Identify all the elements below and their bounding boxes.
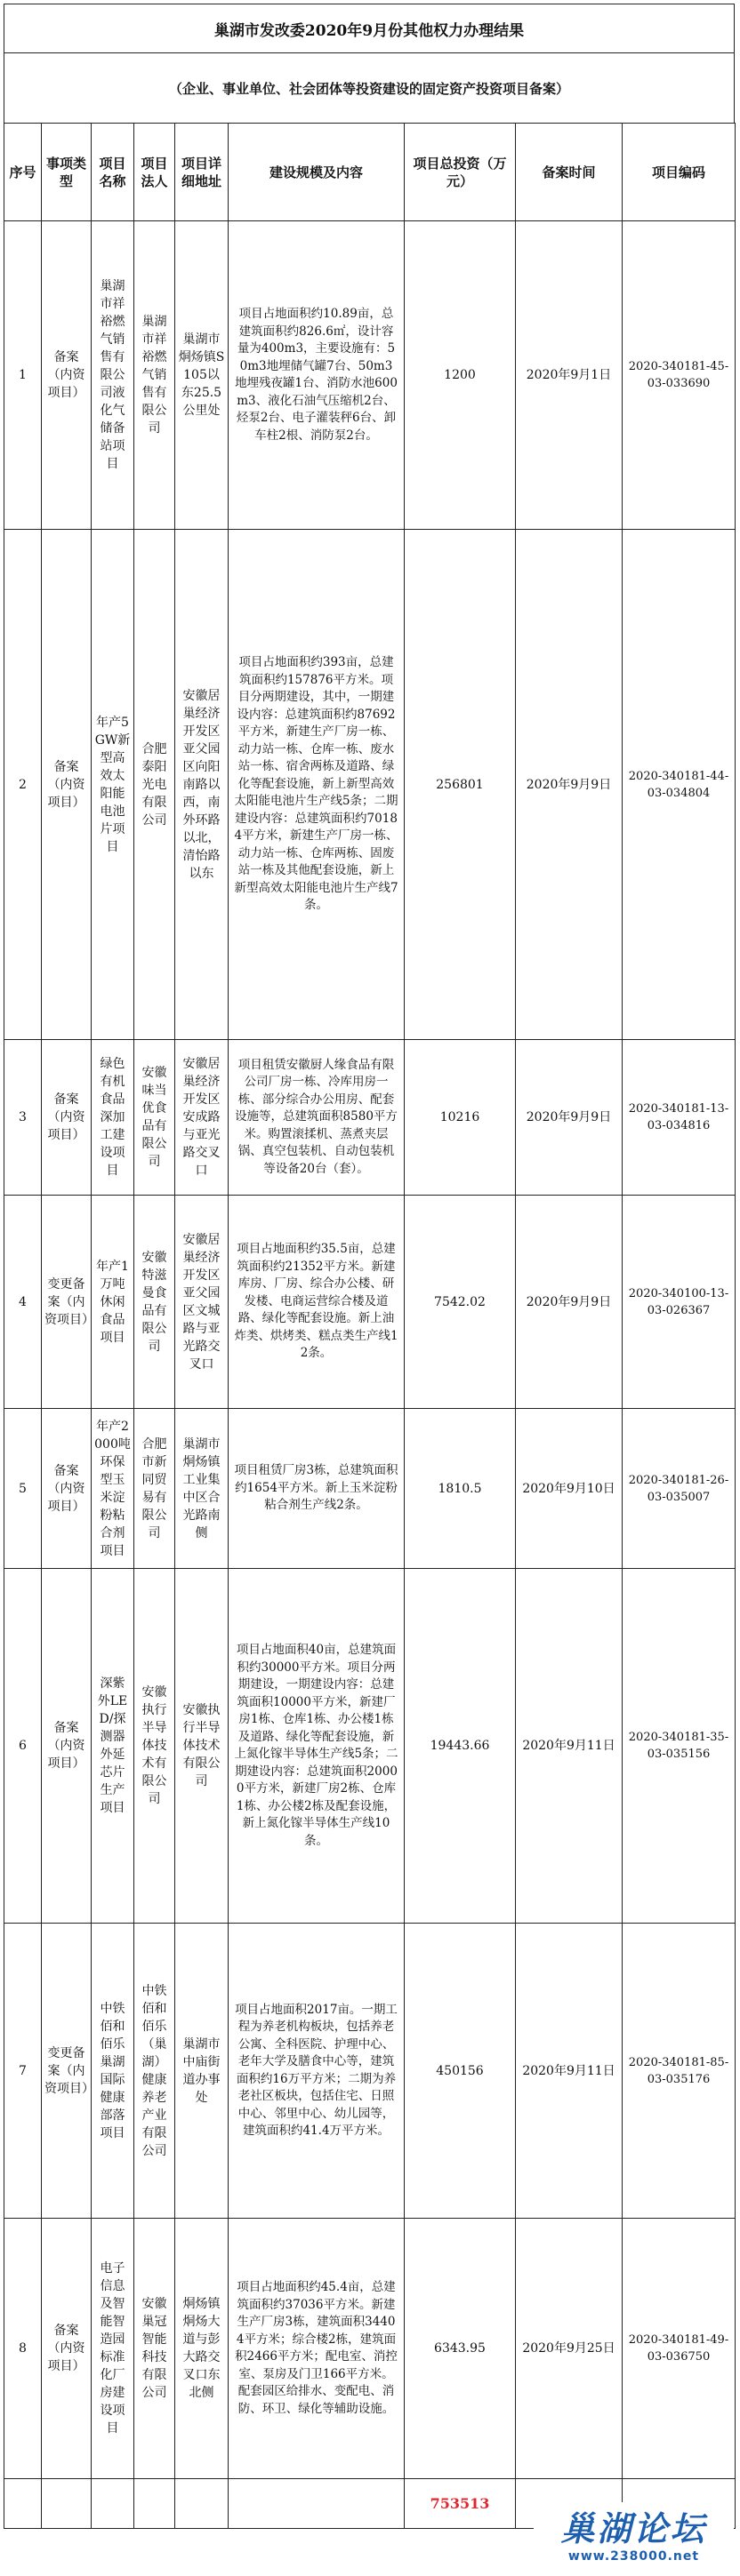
cell-name: 中铁佰和佰乐巢湖国际健康部落项目 — [92, 1924, 134, 2219]
cell-code: 2020-340181-13-03-034816 — [623, 1040, 736, 1196]
table-body — [4, 221, 736, 2479]
cell-seq: 6 — [4, 1569, 42, 1924]
cell-scale: 项目占地面积约393亩，总建筑面积约157876平方米。项目分两期建设，其中，一期建设内容：总建筑面积约87692平方米，新建生产厂房一栋、动力站一栋、仓库一栋、废水站一栋、宿舍两栋及道路、绿化等配套设施，新上新型高效太阳能电池片生产线5条；二期建设内容：总建筑面积约70184平方米，新建生产厂房一栋、动力站一栋、仓库两栋、固废站一栋及其他配套设施，新上新型高效太阳能电池片生产线7条。 — [229, 530, 405, 1040]
watermark-brand: 巢湖论坛 — [560, 2509, 707, 2548]
header-scale: 建设规模及内容 — [229, 124, 405, 221]
total-cell-type — [42, 2479, 92, 2529]
watermark-url: www.238000.net — [567, 2549, 700, 2564]
document-subtitle: （企业、事业单位、社会团体等投资建设的固定资产投资项目备案） — [4, 52, 735, 123]
site-watermark-logo — [534, 2502, 734, 2572]
cell-seq: 2 — [4, 530, 42, 1040]
cell-legal: 合肥泰阳光电有限公司 — [134, 530, 175, 1040]
cell-seq: 5 — [4, 1409, 42, 1569]
cell-investment: 450156 — [405, 1924, 516, 2219]
cell-legal: 安徽特滋曼食品有限公司 — [134, 1196, 175, 1409]
results-document — [4, 4, 735, 2529]
cell-date: 2020年9月10日 — [516, 1409, 623, 1569]
cell-date: 2020年9月9日 — [516, 530, 623, 1040]
cell-code: 2020-340181-35-03-035156 — [623, 1569, 736, 1924]
cell-legal: 安徽味当优食品有限公司 — [134, 1040, 175, 1196]
document-title: 巢湖市发改委2020年9月份其他权力办理结果 — [4, 4, 735, 52]
table-row — [4, 1409, 736, 1569]
cell-code: 2020-340181-85-03-035176 — [623, 1924, 736, 2219]
cell-investment: 256801 — [405, 530, 516, 1040]
total-cell-scale — [229, 2479, 405, 2529]
cell-name: 年产5GW新型高效太阳能电池片项目 — [92, 530, 134, 1040]
cell-code: 2020-340181-44-03-034804 — [623, 530, 736, 1040]
cell-type: 变更备案（内资项目） — [42, 1196, 92, 1409]
table-row — [4, 1196, 736, 1409]
cell-investment: 7542.02 — [405, 1196, 516, 1409]
cell-scale: 项目占地面积约35.5亩，总建筑面积约21352平方米。新建库房、厂房、综合办公楼、研发楼、电商运营综合楼及道路、绿化等配套设施。新上油炸类、烘烤类、糕点类生产线12条。 — [229, 1196, 405, 1409]
cell-address: 安徽居巢经济开发区亚父园区向阳南路以西，南外环路以北，清怡路以东 — [175, 530, 229, 1040]
cell-address: 烔炀镇烔炀大道与彭大路交叉口东北侧 — [175, 2219, 229, 2479]
total-cell-legal — [134, 2479, 175, 2529]
header-type: 事项类型 — [42, 124, 92, 221]
cell-type: 备案（内资项目） — [42, 2219, 92, 2479]
cell-code: 2020-340181-26-03-035007 — [623, 1409, 736, 1569]
cell-legal: 安徽执行半导体技术有限公司 — [134, 1569, 175, 1924]
cell-address: 巢湖市烔炀镇S105以东25.5公里处 — [175, 221, 229, 530]
cell-name: 深紫外LED/探测器外延芯片生产项目 — [92, 1569, 134, 1924]
cell-investment: 1200 — [405, 221, 516, 530]
cell-name: 年产1万吨休闲食品项目 — [92, 1196, 134, 1409]
cell-scale: 项目占地面积约45.4亩，总建筑面积约37036平方米。新建生产厂房3栋，建筑面积34404平方米；综合楼2栋，建筑面积2466平方米；配电室、消控室、泵房及门卫166平方米。配套园区给排水、变配电、消防、环卫、绿化等辅助设施。 — [229, 2219, 405, 2479]
cell-seq: 7 — [4, 1924, 42, 2219]
cell-code: 2020-340181-49-03-036750 — [623, 2219, 736, 2479]
cell-date: 2020年9月11日 — [516, 1569, 623, 1924]
header-legal: 项目法人 — [134, 124, 175, 221]
header-code: 项目编码 — [623, 124, 736, 221]
projects-table — [4, 123, 736, 2529]
table-row — [4, 1040, 736, 1196]
cell-address: 安徽执行半导体技术有限公司 — [175, 1569, 229, 1924]
table-row — [4, 1569, 736, 1924]
cell-type: 备案（内资项目） — [42, 1569, 92, 1924]
cell-address: 安徽居巢经济开发区亚父园区文城路与亚光路交叉口 — [175, 1196, 229, 1409]
cell-address: 安徽居巢经济开发区安成路与亚光路交叉口 — [175, 1040, 229, 1196]
cell-seq: 8 — [4, 2219, 42, 2479]
total-cell-name — [92, 2479, 134, 2529]
cell-date: 2020年9月9日 — [516, 1040, 623, 1196]
cell-seq: 4 — [4, 1196, 42, 1409]
cell-name: 电子信息及智能智造园标准化厂房建设项目 — [92, 2219, 134, 2479]
cell-seq: 1 — [4, 221, 42, 530]
cell-date: 2020年9月25日 — [516, 2219, 623, 2479]
cell-type: 变更备案（内资项目） — [42, 1924, 92, 2219]
cell-name: 巢湖市祥裕燃气销售有限公司液化气储备站项目 — [92, 221, 134, 530]
cell-scale: 项目占地面积2017亩。一期工程为养老机构板块，包括养老公寓、全科医院、护理中心、老年大学及膳食中心等，建筑面积约16万平方米；二期为养老社区板块，包括住宅、日照中心、邻里中心、幼儿园等，建筑面积约41.4万平方米。 — [229, 1924, 405, 2219]
cell-address: 巢湖市烔炀镇工业集中区合光路南侧 — [175, 1409, 229, 1569]
cell-investment: 6343.95 — [405, 2219, 516, 2479]
cell-legal: 巢湖市祥裕燃气销售有限公司 — [134, 221, 175, 530]
table-header-row — [4, 124, 736, 221]
total-cell-address — [175, 2479, 229, 2529]
total-cell-seq — [4, 2479, 42, 2529]
cell-type: 备案（内资项目） — [42, 1040, 92, 1196]
table-row — [4, 2219, 736, 2479]
cell-seq: 3 — [4, 1040, 42, 1196]
table-row — [4, 221, 736, 530]
cell-legal: 安徽巢冠智能科技有限公司 — [134, 2219, 175, 2479]
total-investment: 753513 — [405, 2479, 516, 2529]
header-seq: 序号 — [4, 124, 42, 221]
cell-investment: 19443.66 — [405, 1569, 516, 1924]
header-name: 项目名称 — [92, 124, 134, 221]
cell-name: 绿色有机食品深加工建设项目 — [92, 1040, 134, 1196]
header-date: 备案时间 — [516, 124, 623, 221]
cell-type: 备案（内资项目） — [42, 530, 92, 1040]
table-row — [4, 530, 736, 1040]
cell-legal: 合肥市新同贸易有限公司 — [134, 1409, 175, 1569]
cell-scale: 项目占地面积约10.89亩，总建筑面积约826.6㎡，设计容量为400m3，主要设施有：50m3地埋储气罐7台、50m3地埋残夜罐1台、消防水池600m3、液化石油气压缩机2台、烃泵2台、电子灌装秤6台、卸车柱2根、消防泵2台。 — [229, 221, 405, 530]
cell-date: 2020年9月1日 — [516, 221, 623, 530]
cell-date: 2020年9月9日 — [516, 1196, 623, 1409]
table-row — [4, 1924, 736, 2219]
cell-type: 备案（内资项目） — [42, 221, 92, 530]
cell-date: 2020年9月11日 — [516, 1924, 623, 2219]
cell-investment: 1810.5 — [405, 1409, 516, 1569]
cell-type: 备案（内资项目） — [42, 1409, 92, 1569]
cell-scale: 项目租赁厂房3栋，总建筑面积约1654平方米。新上玉米淀粉粘合剂生产线2条。 — [229, 1409, 405, 1569]
cell-code: 2020-340181-45-03-033690 — [623, 221, 736, 530]
cell-name: 年产2000吨环保型玉米淀粉粘合剂项目 — [92, 1409, 134, 1569]
cell-address: 巢湖市中庙街道办事处 — [175, 1924, 229, 2219]
header-address: 项目详细地址 — [175, 124, 229, 221]
header-investment: 项目总投资（万元） — [405, 124, 516, 221]
cell-code: 2020-340100-13-03-026367 — [623, 1196, 736, 1409]
cell-scale: 项目租赁安徽厨人缘食品有限公司厂房一栋、冷库用房一栋、部分综合办公用房、配套设施等，总建筑面积8580平方米。购置滚揉机、蒸煮夹层锅、真空包装机、自动包装机等设备20台（套）。 — [229, 1040, 405, 1196]
cell-legal: 中铁佰和佰乐（巢湖）健康养老产业有限公司 — [134, 1924, 175, 2219]
cell-scale: 项目占地面积40亩，总建筑面积约30000平方米。项目分两期建设，一期建设内容：总建筑面积10000平方米，新建厂房1栋、仓库1栋、办公楼1栋及道路、绿化等配套设施，新上氮化镓半导体生产线5条；二期建设内容：总建筑面积20000平方米，新建厂房2栋、仓库1栋、办公楼2栋及配套设施，新上氮化镓半导体生产线10条。 — [229, 1569, 405, 1924]
cell-investment: 10216 — [405, 1040, 516, 1196]
